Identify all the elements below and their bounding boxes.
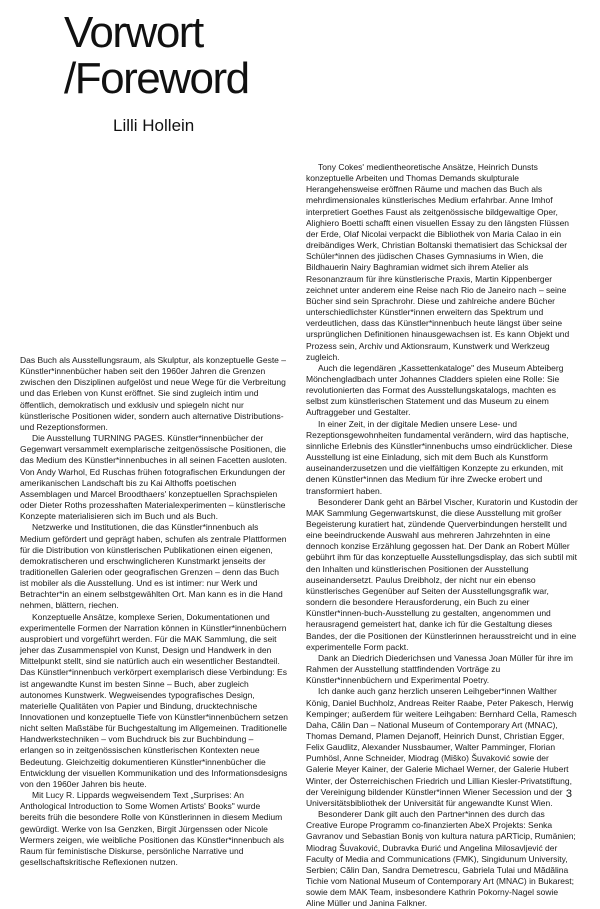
right-paragraph-3: In einer Zeit, in der digitale Medien unsere Lese- und Rezeptionsgewohnheiten fundamental verändern, wird das haptische, sinnliche Erlebnis des Künstler*innenbuchs umso eindrücklicher. Diese Ausstellung ist eine Einladung, sich mit dem Buch als Kunstform auseinanderzusetzen und die vielfältigen Konzepte zu erkunden, mit denen Künstler*innen das Medium für ihre Zwecke erobert und transformiert haben. <box>306 418 573 496</box>
left-paragraph-3: Netzwerke und Institutionen, die das Künstler*innenbuch als Medium gefördert und geprägt haben, schufen als zentrale Plattformen für die Distribution von künstlerischen Publikationen einen eigenen, demokratischeren und erschwinglicheren Kunstmarkt jenseits der traditionellen Galerien oder geografischen Grenzen – denn das Buch ist mobiler als die Ausstellung. Und es ist intimer: nur Werk und Betrachter*in an einem selbstgewählten Ort. Man kann es in die Hand nehmen, blättern, riechen. <box>20 522 287 611</box>
left-paragraph-5: Mit Lucy R. Lippards wegweisendem Text „Surprises: An Anthological Introduction to Some Women Artists' Books" wurde bereits früh die besondere Rolle von Künstlerinnen in diesem Medium gewürdigt. Werke von Isa Genzken, Birgit Jürgenssen oder Nicole Wermers zeigen, wie weibliche Positionen das Künstler*innenbuch als Raum für feministische Diskurse, persönliche Narrative und gesellschaftskritische Reflexionen nutzen. <box>20 790 284 868</box>
left-paragraph-1: Das Buch als Ausstellungsraum, als Skulptur, als konzeptuelle Geste – Künstler*innenbücher haben seit den 1960er Jahren die Grenzen zwischen den Disziplinen aufgelöst und neue Wege für die Verbreitung und das Erleben von Kunst eröffnet. Sie sind zugleich intim und öffentlich, demokratisch und exklusiv und spiegeln nicht nur künstlerische Positionen wider, sondern auch alternative Distributions- und Rezeptionsformen. <box>20 355 287 432</box>
right-paragraph-4: Besonderer Dank geht an Bärbel Vischer, Kuratorin und Kustodin der MAK Sammlung Gegenwartskunst, die diese Ausstellung mit großer Begeisterung kuratiert hat, zündende Querverbindungen herstellt und eine beeindruckende Auswahl aus mehreren Jahrzehnten in eine dennoch konzise Erzählung gegossen hat. Der Dank an Robert Müller gebührt ihm für das konzeptuelle Ausstellungsdisplay, das sich subtil mit den Inhalten und künstlerischen Positionen der Ausstellung auseinandersetzt. Paulus Dreibholz, der nicht nur ein ebenso künstlerisches Gegenüber auf Seiten der Ausstellungsgrafik war, sondern die besondere Herausforderung, ein Buch zu einer Künstler*innen-buch-Ausstellung zu gestalten, angenommen und herausragend gemeistert hat, danke ich für die Gestaltung dieses Bandes, der die Positionen der Künstlerinnen herausstreicht und in eine experimentelle Form packt. <box>306 496 578 652</box>
right-text-column <box>306 162 578 909</box>
right-paragraph-6: Ich danke auch ganz herzlich unseren Leihgeber*innen Walther König, Daniel Buchholz, Andreas Reiter Raabe, Peter Pakesch, Herwig Kempinger; außerdem für weitere Leihgaben: Bernhard Cella, Ramesch Daha, Călin Dan – National Museum of Contemporary Art (MNAC), Thomas Demand, Plamen Dejanoff, Heinrich Dunst, Christian Egger, Felix Gaudlitz, Alexander Nussbaumer, Walter Pamminger, Florian Pumhösl, Anne Schneider, Miodrag (Miško) Šuvaković sowie der Galerie Meyer Kainer, der Galerie Michael Werner, der Galerie Hubert Winter, der Österreichischen Friedrich und Lillian Kiesler-Privatstiftung, der Vereinigung bildender Künstler*innen Wiener Secession und der Universitätsbibliothek der Universität für angewandte Kunst Wien. <box>306 686 577 808</box>
right-paragraph-5: Dank an Diedrich Diederichsen und Vanessa Joan Müller für ihre im Rahmen der Ausstellung stattfindenden Vorträge zu Künstler*innenbüchern und Experimental Poetry. <box>306 652 573 686</box>
left-paragraph-4: Konzeptuelle Ansätze, komplexe Serien, Dokumentationen und experimentelle Formen der Narration können in Künstler*innenbüchern ausprobiert und vorgeführt werden. Für die MAK Sammlung, die seit jeher das Zusammenspiel von Kunst, Design und Handwerk in den Mittelpunkt stellt, sind sie natürlich auch ein wesentlicher Bestandteil. Das Künstler*innenbuch verkörpert exemplarisch diese Verbindung: Es ist angewandte Kunst im besten Sinne – Buch, aber zugleich autonomes Kunstwerk. Wegweisendes typografisches Design, materielle Qualitäten von Papier und Bindung, drucktechnische Innovationen und konzeptuelle Tiefe von Künstler*innenbüchern setzen nicht selten Maßstäbe für Buchgestaltung im Allgemeinen. Traditionelle Handwerkstechniken – vom Buchdruck bis zur Buchbindung – erlangen so in zeitgenössischen künstlerischen Kontexten neue Bedeutung. Gleichzeitig dokumentieren Künstler*innenbücher die Entwicklung der visuellen Kommunikation und des Informationsdesigns von den 1960er Jahren bis heute. <box>20 611 288 789</box>
right-paragraph-2: Auch die legendären „Kassettenkataloge" des Museum Abteiberg Mönchengladbach unter Johannes Cladders spielen eine Rolle: Sie revolutionierten das Format des Ausstellungskatalogs, machten es selbst zum künstlerischen Statement und das Museum zu einem Auftraggeber und Gestalter. <box>306 362 564 418</box>
right-paragraph-1: Tony Cokes' medientheoretische Ansätze, Heinrich Dunsts konzeptuelle Arbeiten und Thomas Demands skulpturale Herangehensweise eröffnen Räume und machen das Buch als mehrdimensionales künstlerisches Medium erfahrbar. Anne Imhof interpretiert Goethes Faust als zeitgenössische bildgewaltige Oper, Alighiero Boetti schafft einen visuellen Essay zu den längsten Flüssen der Erde, Olaf Nicolai verpackt die Bibliothek von Maria Calao in ein dreibändiges Werk, Christian Boltanski thematisiert das Schicksal der Schüler*innen des jüdischen Chases Gymnasiums in Wien, die Bildhauerin Nairy Baghramian widmet sich ihrem Atelier als Resonanzraum für ihre künstlerische Praxis, Martin Kippenberger zeichnet unter anderem eine Reise nach Rio de Janeiro nach – seine Bücher sind sein Sprachrohr. Diese und zahlreiche andere Bücher unterschiedlichster Künstler*innen erweitern das Spektrum und verdeutlichen, dass das Künstler*innenbuch heute längst über seine ursprünglichen Definitionen hinausgewachsen ist. Es kann Objekt und Prozess sein, Archiv und Aktionsraum, Kunstwerk und Werkzeug zugleich. <box>306 162 570 362</box>
left-paragraph-2: Die Ausstellung TURNING PAGES. Künstler*innenbücher der Gegenwart versammelt exemplarische zeitgenössische Positionen, die das Medium des Künstler*innenbuches in all seinen Facetten ausloten. Von Andy Warhol, Ed Ruschas frühen fotografischen Erkundungen der amerikanischen Landschaft bis zu Kai Althoffs poetischen Assemblagen und Marcel Broodthaers' konzeptuellen Sprachspielen oder Dieter Roths prozesshaften Materialexperimenten – künstlerische Konzepte materialisieren sich im Buch und als Buch. <box>20 433 287 522</box>
right-paragraph-7: Besonderer Dank gilt auch den Partner*innen des durch das Creative Europe Programm co-finanzierten AbeX Projekts: Senka Gavranov und Sebastian Boniş von kultura natura pARTicip, Rumänien; Miodrag Šuvaković, Dubravka Đurić und Angelina Milosavljević der Faculty of Media and Communications (FMK), Singidunum University, Serbien; Călin Dan, Sandra Demetrescu, Gabriela Tulai und Mădălina Tichie vom National Museum of Contemporary Art (MNAC) in Bukarest; sowie dem MAK Team, insbesondere Kathrin Pokorny-Nagel sowie Aline Müller und Janina Falkner. <box>306 809 576 909</box>
page-number: 3 <box>565 788 572 800</box>
title-line-english: /Foreword <box>64 54 249 103</box>
page-title <box>64 10 249 102</box>
author-name: Lilli Hollein <box>113 116 195 135</box>
left-text-column <box>20 355 288 868</box>
title-line-german: Vorwort <box>64 8 203 57</box>
